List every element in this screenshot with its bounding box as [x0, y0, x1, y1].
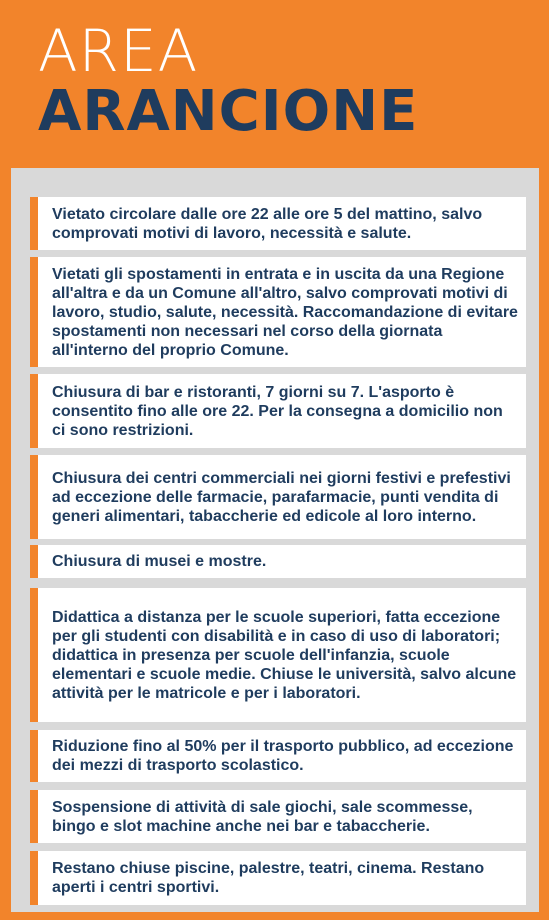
title-line-arancione: ARANCIONE [38, 79, 419, 144]
rule-card-shopping-centers [30, 455, 526, 539]
rule-text: Vietato circolare dalle ore 22 alle ore 5 del mattino, salvo comprovati motivi di lavoro, necessità e salute. [52, 205, 483, 242]
rule-card-bars-restaurants [30, 374, 526, 448]
rule-card-public-transport [30, 730, 526, 782]
rule-text: Vietati gli spostamenti in entrata e in uscita da una Regione all'altra e da un Comune all'altro, salvo comprovati motivi di lavoro, studio, salute, necessità. Raccomandazione di evitare spostamenti non necessari nel corso della giornata all'interno del proprio Comune. [52, 265, 518, 359]
title-line-area: AREA [38, 17, 199, 85]
rule-text: Riduzione fino al 50% per il trasporto pubblico, ad eccezione dei mezzi di trasporto scolastico. [52, 738, 514, 774]
rule-text: Restano chiuse piscine, palestre, teatri, cinema. Restano aperti i centri sportivi. [52, 860, 485, 896]
rule-card-sports [30, 851, 526, 905]
rule-text: Chiusura di musei e mostre. [52, 553, 267, 570]
rule-card-movement [30, 257, 526, 367]
rule-card-schools [30, 588, 526, 722]
page-title [38, 17, 419, 144]
rule-text: Sospensione di attività di sale giochi, sale scommesse, bingo e slot machine anche nei bar e tabaccherie. [52, 798, 473, 835]
rule-text: Chiusura di bar e ristoranti, 7 giorni su 7. L'asporto è consentito fino alle ore 22. Per la consegna a domicilio non ci sono restrizioni. [52, 383, 503, 439]
rule-card-gaming [30, 790, 526, 843]
rules-panel [11, 168, 539, 912]
rule-card-curfew [30, 197, 526, 250]
rule-card-museums [30, 545, 526, 578]
rule-text: Didattica a distanza per le scuole superiori, fatta eccezione per gli studenti con disabilità e in caso di uso di laboratori; didattica in presenza per scuole dell'infanzia, scuole elementari e scuole medie. Chiuse le università, salvo alcune attività per le matricole e per i laboratori. [52, 608, 517, 702]
rule-text: Chiusura dei centri commerciali nei giorni festivi e prefestivi ad eccezione delle farmacie, parafarmacie, punti vendita di generi alimentari, tabaccherie ed edicole al loro interno. [52, 469, 511, 525]
